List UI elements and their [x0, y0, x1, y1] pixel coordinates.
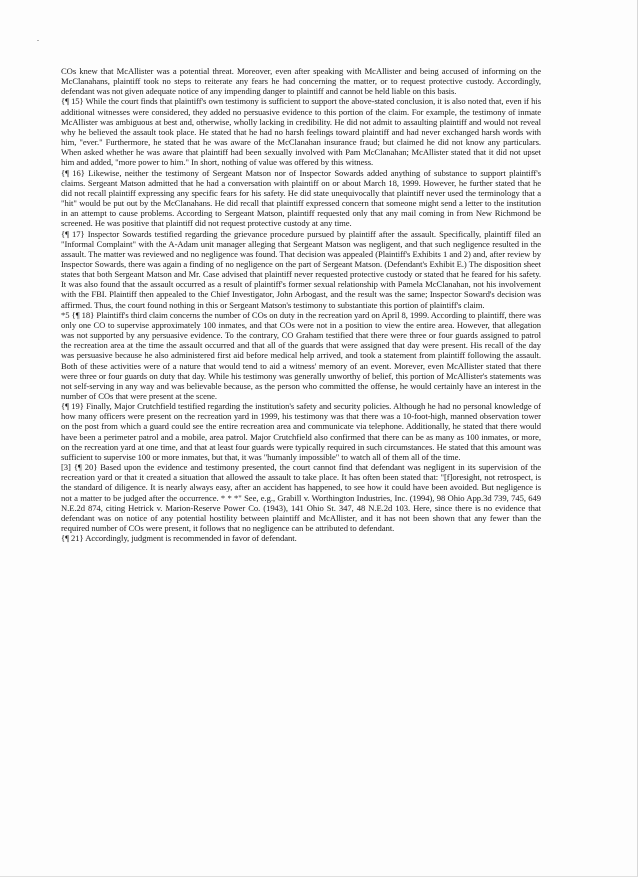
- paragraph-16: {¶ 16} Likewise, neither the testimony of Sergeant Matson nor of Inspector Sowards added anything of substance to support plaintiff's claims. Sergeant Matson admitted that he had a conversation with plaintiff on or about March 18, 1999. However, he further stated that he did not recall plaintiff expressing any specific fears for his safety. He did state unequivocally that plaintiff never used the terminology that a "hit" would be put out by the McClanahans. He did recall that plaintiff expressed concern that someone might send a letter to the institution in an attempt to cause problems. According to Sergeant Matson, plaintiff requested only that any mail coming in from New Richmond be screened. He was positive that plaintiff did not request protective custody at any time.: [61, 167, 541, 229]
- scan-speck: [37, 40, 39, 41]
- paragraph-19: {¶ 19} Finally, Major Crutchfield testified regarding the institution's safety and security policies. Although he had no personal knowledge of how many officers were present on the recreation yard in 1999, his testimony was that there was a 10-foot-high, manned observation tower on the post from which a guard could see the entire recreation area and communicate via telephone. Additionally, he stated that there would have been a perimeter patrol and a mobile, area patrol. Major Crutchfield also confirmed that there can be as many as 100 inmates, or more, on the recreation yard at one time, and that at least four guards were typically required in such circumstances. He stated that this amount was sufficient to supervise 100 or more inmates, but that, it was "humanly impossible" to watch all of them all of the time.: [61, 401, 541, 462]
- paragraph-20: [3] {¶ 20} Based upon the evidence and testimony presented, the court cannot find that defendant was negligent in its supervision of the recreation yard or that it created a situation that allowed the assault to take place. It has often been stated that: "[f]oresight, not retrospect, is the standard of diligence. It is nearly always easy, after an accident has happened, to see how it could have been avoided. But negligence is not a matter to be judged after the occurrence. * * *" See, e.g., Grabill v. Worthington Industries, Inc. (1994), 98 Ohio App.3d 739, 745, 649 N.E.2d 874, citing Hetrick v. Marion-Reserve Power Co. (1943), 141 Ohio St. 347, 48 N.E.2d 103. Here, since there is no evidence that defendant was on notice of any potential hostility between plaintiff and McAllister, and it has not been shown that any fewer than the required number of COs were present, it follows that no negligence can be attributed to defendant.: [61, 462, 541, 534]
- paragraph-21: {¶ 21} Accordingly, judgment is recommended in favor of defendant.: [61, 533, 297, 544]
- paragraph-continuation: COs knew that McAllister was a potential threat. Moreover, even after speaking with McAllister and being accused of informing on the McClanahans, plaintiff took no steps to reiterate any fears he had concerning the matter, or to request protective custody. Accordingly, defendant was not given adequate notice of any impending danger to plaintiff and cannot be held liable on this basis.: [61, 66, 541, 97]
- paragraph-17: {¶ 17} Inspector Sowards testified regarding the grievance procedure pursued by plaintiff after the assault. Specifically, plaintiff filed an "Informal Complaint" with the A-Adam unit manager alleging that Sergeant Matson was negligent, and that such negligence resulted in the assault. The matter was reviewed and no negligence was found. That decision was appealed (Plaintiff's Exhibits 1 and 2) and, after review by Inspector Sowards, there was again a finding of no negligence on the part of Sergeant Matson. (Defendant's Exhibit E.) The disposition sheet states that both Sergeant Matson and Mr. Case advised that plaintiff never requested protective custody or stated that he feared for his safety. It was also found that the assault occurred as a result of plaintiff's former sexual relationship with Pamela McClanahan, not his involvement with the FBI. Plaintiff then appealed to the Chief Investigator, John Arbogast, and the result was the same; Inspector Soward's decision was affirmed. Thus, the court found nothing in this or Sergeant Matson's testimony to substantiate this portion of plaintiff's claim.: [61, 228, 541, 310]
- opinion-text: [61, 66, 541, 543]
- paragraph-18: *5 {¶ 18} Plaintiff's third claim concerns the number of COs on duty in the recreation yard on April 8, 1999. According to plaintiff, there was only one CO to supervise approximately 100 inmates, and that COs were not in a position to view the entire area. However, that allegation was not supported by any persuasive evidence. To the contrary, CO Graham testified that there were three or four guards assigned to patrol the recreation area at the time the assault occurred and that all of the guards that were assigned that day were present. His recall of the day was persuasive because he also administered first aid before medical help arrived, and took a statement from plaintiff following the assault. Both of these activities were of a nature that would tend to aid a witness' memory of an event. Morever, even McAllister stated that there were three or four guards on duty that day. While his testimony was generally unworthy of belief, this portion of McAllister's statements was not self-serving in any way and was believable because, as the person who committed the offense, he would certainly have an interest in the number of COs that were present at the scene.: [61, 309, 541, 401]
- paragraph-15: {¶ 15} While the court finds that plaintiff's own testimony is sufficient to support the above-stated conclusion, it is also noted that, even if his additional witnesses were considered, they added no persuasive evidence to this portion of the claim. For example, the testimony of inmate McAllister was ambiguous at best and, otherwise, wholly lacking in credibility. He did not admit to assaulting plaintiff and would not reveal why he believed the assault took place. He stated that he had no harsh feelings toward plaintiff and had never exchanged harsh words with him, "ever." Furthermore, he stated that he was aware of the McClanahan insurance fraud; but claimed he did not know any particulars. When asked whether he was aware that plaintiff had been sexually involved with Pam McClanahan; McAllister stated that it did not upset him and added, "more power to him." In short, nothing of value was offered by this witness.: [61, 96, 541, 168]
